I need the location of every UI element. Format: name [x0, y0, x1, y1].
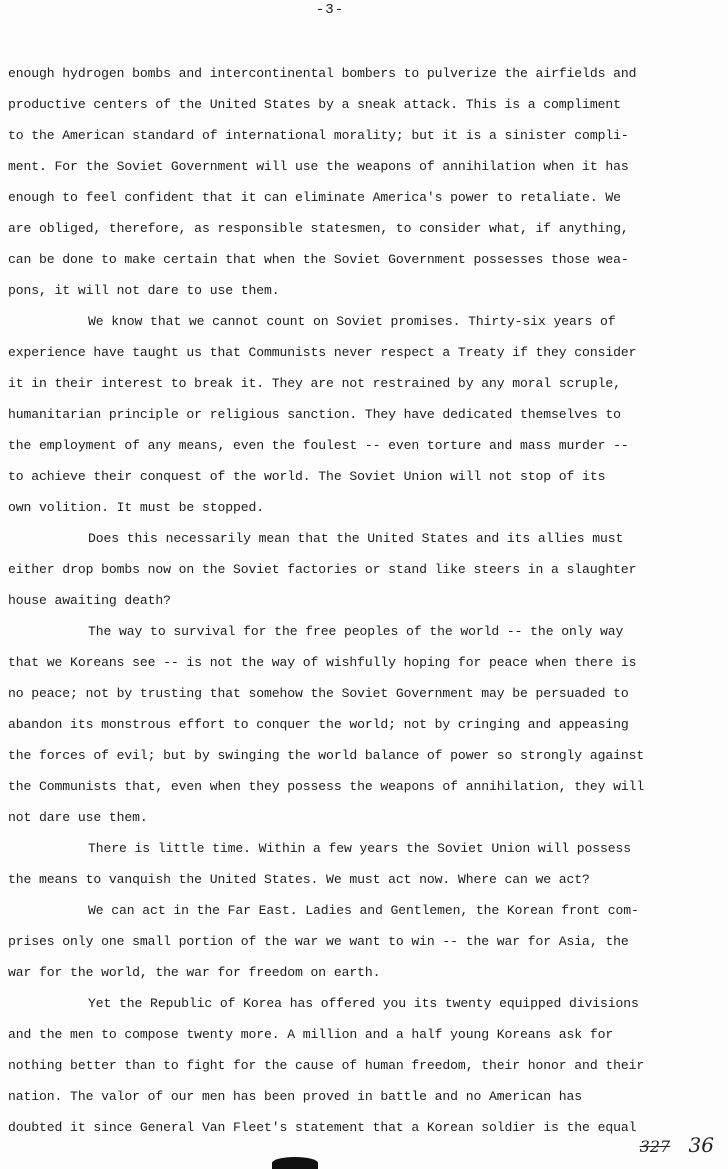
text-line: productive centers of the United States by a sneak attack. This is a compliment: [8, 97, 621, 112]
text-line: either drop bombs now on the Soviet factories or stand like steers in a slaughter: [8, 562, 637, 577]
text-line: no peace; not by trusting that somehow the Soviet Government may be persuaded to: [8, 686, 629, 701]
text-line: enough hydrogen bombs and intercontinental bombers to pulverize the airfields and: [8, 66, 637, 81]
text-line: experience have taught us that Communists never respect a Treaty if they consider: [8, 345, 637, 360]
text-line: We can act in the Far East. Ladies and Gentlemen, the Korean front com-: [88, 903, 639, 918]
text-line: Yet the Republic of Korea has offered you its twenty equipped divisions: [88, 996, 639, 1011]
text-line: enough to feel confident that it can eliminate America's power to retaliate. We: [8, 190, 621, 205]
text-line: it in their interest to break it. They are not restrained by any moral scruple,: [8, 376, 621, 391]
text-line: and the men to compose twenty more. A million and a half young Koreans ask for: [8, 1027, 614, 1042]
handwritten-page-number: 36: [688, 1133, 714, 1157]
paragraph-7: [8, 988, 676, 1143]
text-line: ment. For the Soviet Government will use the weapons of annihilation when it has: [8, 159, 629, 174]
text-line: house awaiting death?: [8, 593, 171, 608]
text-line: We know that we cannot count on Soviet promises. Thirty-six years of: [88, 314, 616, 329]
text-line: to the American standard of international morality; but it is a sinister compli-: [8, 128, 629, 143]
ink-smudge: [272, 1157, 318, 1169]
paragraph-1: [8, 58, 676, 306]
text-line: to achieve their conquest of the world. The Soviet Union will not stop of its: [8, 469, 606, 484]
page-number: -3-: [315, 2, 345, 18]
text-line: nothing better than to fight for the cause of human freedom, their honor and their: [8, 1058, 645, 1073]
paragraph-5: [8, 833, 676, 895]
text-line: not dare use them.: [8, 810, 148, 825]
paragraph-2: [8, 306, 676, 523]
text-line: the Communists that, even when they possess the weapons of annihilation, they will: [8, 779, 645, 794]
text-line: nation. The valor of our men has been proved in battle and no American has: [8, 1089, 583, 1104]
paragraph-4: [8, 616, 676, 833]
paragraph-3: [8, 523, 676, 616]
text-line: prises only one small portion of the war we want to win -- the war for Asia, the: [8, 934, 629, 949]
text-line: Does this necessarily mean that the United States and its allies must: [88, 531, 624, 546]
text-line: abandon its monstrous effort to conquer the world; not by cringing and appeasing: [8, 717, 629, 732]
text-line: The way to survival for the free peoples of the world -- the only way: [88, 624, 624, 639]
body-text: [8, 58, 676, 1143]
text-line: can be done to make certain that when the Soviet Government possesses those wea-: [8, 252, 629, 267]
text-line: that we Koreans see -- is not the way of wishfully hoping for peace when there is: [8, 655, 637, 670]
text-line: humanitarian principle or religious sanction. They have dedicated themselves to: [8, 407, 621, 422]
text-line: own volition. It must be stopped.: [8, 500, 264, 515]
text-line: the means to vanquish the United States. We must act now. Where can we act?: [8, 872, 590, 887]
text-line: war for the world, the war for freedom on earth.: [8, 965, 381, 980]
text-line: the forces of evil; but by swinging the world balance of power so strongly against: [8, 748, 645, 763]
text-line: are obliged, therefore, as responsible statesmen, to consider what, if anything,: [8, 221, 629, 236]
text-line: pons, it will not dare to use them.: [8, 283, 280, 298]
text-line: doubted it since General Van Fleet's statement that a Korean soldier is the equal: [8, 1120, 637, 1135]
handwritten-page-mark: [640, 1133, 714, 1157]
struck-page-number: 327: [639, 1137, 671, 1156]
text-line: the employment of any means, even the foulest -- even torture and mass murder --: [8, 438, 629, 453]
text-line: There is little time. Within a few years the Soviet Union will possess: [88, 841, 632, 856]
paragraph-6: [8, 895, 676, 988]
